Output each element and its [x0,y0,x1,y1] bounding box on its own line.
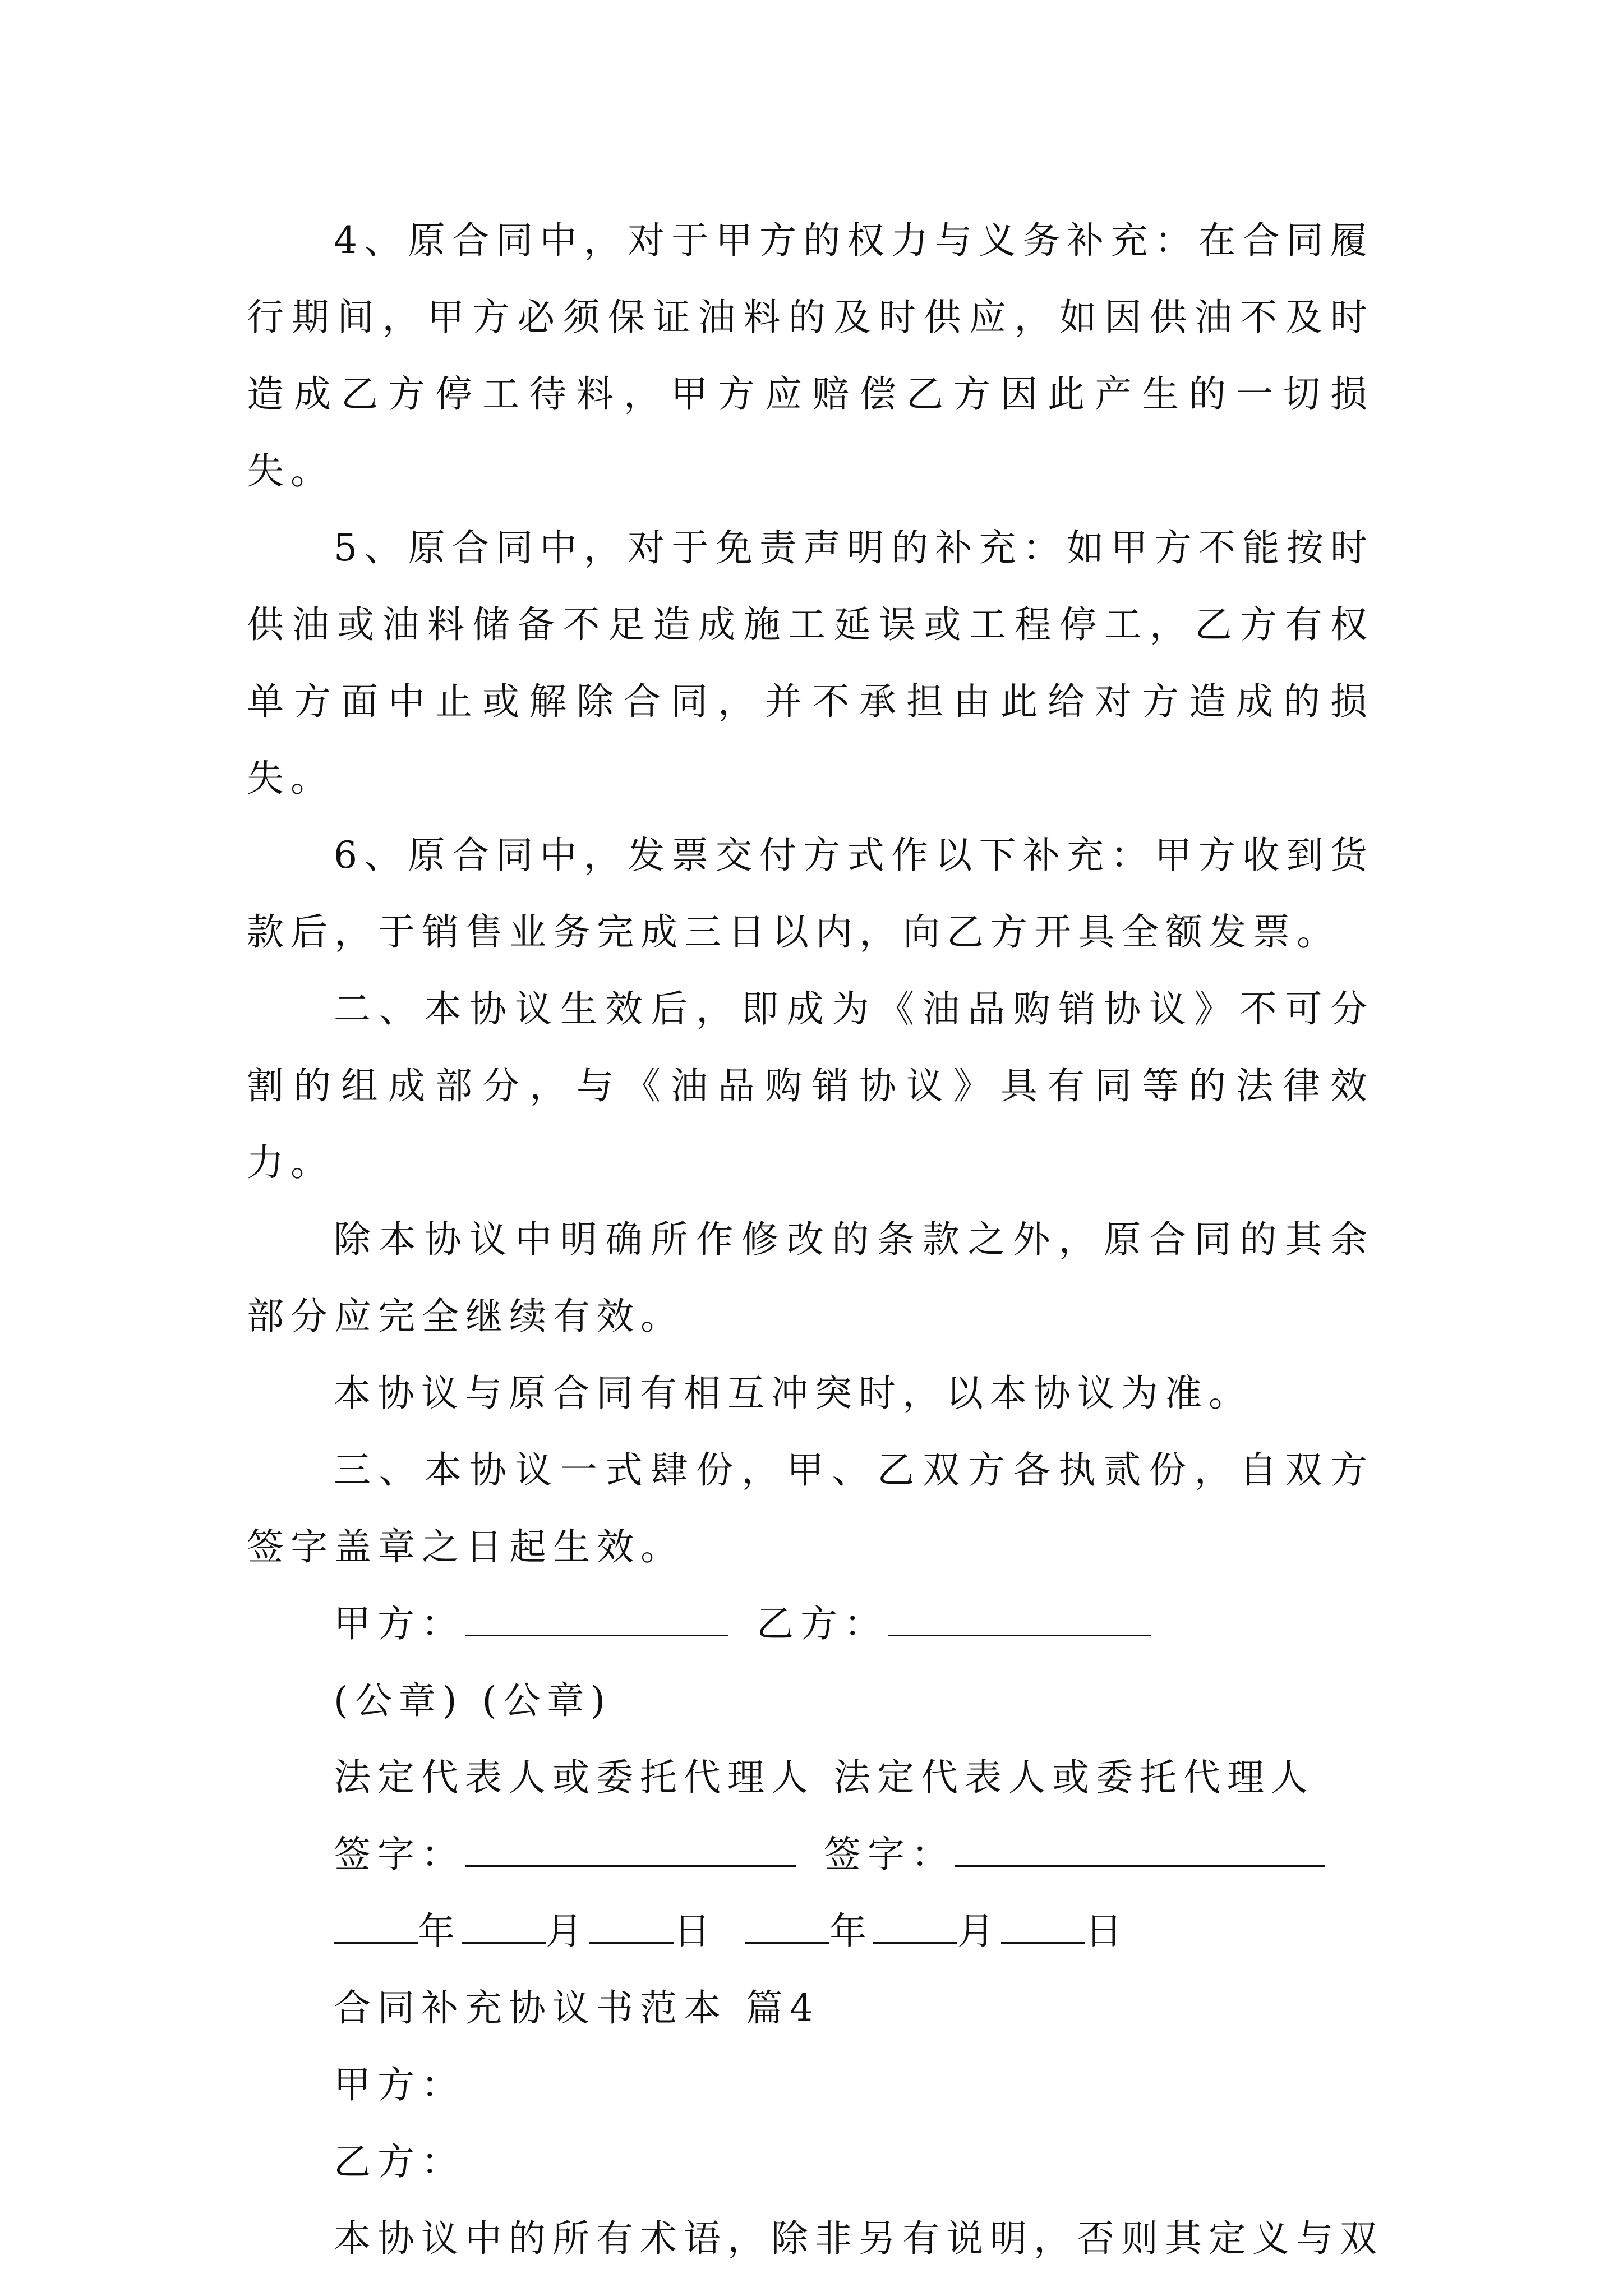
day-a-label: 日 [674,1910,717,1953]
year-a-label: 年 [418,1910,462,1953]
party-b-label: 乙方： [757,1602,888,1645]
section-party-a: 甲方： [334,2063,465,2106]
sign-label-b: 签字： [824,1833,955,1876]
month-a-blank [462,1908,546,1944]
section-title: 合同补充协议书范本 篇4 [334,1986,820,2030]
month-b-label: 月 [957,1910,1001,1953]
remaining-terms-paragraph: 除本协议中明确所作修改的条款之外，原合同的其余部分应完全继续有效。 [247,1218,1374,1338]
year-b-label: 年 [829,1910,873,1953]
day-b-blank [1001,1908,1085,1944]
clause-two: 二、本协议生效后，即成为《油品购销协议》不可分割的组成部分，与《油品购销协议》具有同等的法律效力。 [247,987,1374,1184]
representative-line: 法定代表人或委托代理人 法定代表人或委托代理人 [334,1756,1315,1799]
month-b-blank [873,1908,957,1944]
clause-5: 5、原合同中，对于免责声明的补充：如甲方不能按时供油或油料储备不足造成施工延误或工程停工，乙方有权单方面中止或解除合同，并不承担由此给对方造成的损失。 [247,526,1374,800]
party-a-blank [465,1601,728,1636]
sign-b-blank [955,1832,1325,1867]
signature-line [247,1816,1374,1893]
seal-line: (公章) (公章) [334,1679,612,1722]
day-b-label: 日 [1085,1910,1129,1953]
party-a-label: 甲方： [334,1602,465,1645]
clause-6: 6、原合同中，发票交付方式作以下补充：甲方收到货款后，于销售业务完成三日以内，向乙方开具全额发票。 [247,834,1374,954]
section-first-paragraph: 本协议中的所有术语，除非另有说明，否则其定义与双 [334,2217,1384,2260]
clause-three: 三、本协议一式肆份，甲、乙双方各执贰份，自双方签字盖章之日起生效。 [247,1448,1374,1568]
party-line [247,1585,1374,1662]
sign-label-a: 签字： [334,1833,465,1876]
conflict-paragraph: 本协议与原合同有相互冲突时，以本协议为准。 [334,1372,1252,1415]
document-body [247,202,1384,2277]
year-a-blank [334,1908,418,1944]
month-a-label: 月 [546,1910,589,1953]
date-line [247,1893,1374,1970]
clause-4: 4、原合同中，对于甲方的权力与义务补充：在合同履行期间，甲方必须保证油料的及时供应，如因供油不及时造成乙方停工待料，甲方应赔偿乙方因此产生的一切损失。 [247,219,1374,493]
section-party-b: 乙方： [334,2140,465,2183]
year-b-blank [745,1908,829,1944]
sign-a-blank [465,1832,796,1867]
party-b-blank [888,1601,1151,1636]
day-a-blank [589,1908,674,1944]
